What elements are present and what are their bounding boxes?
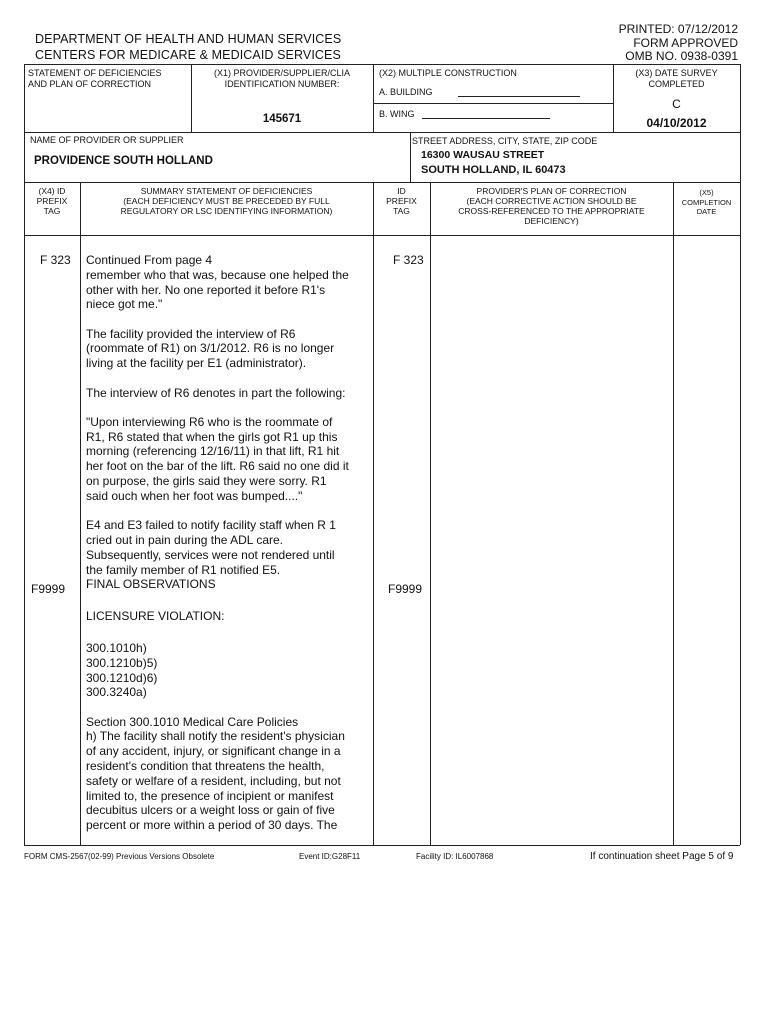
provider-name: PROVIDENCE SOUTH HOLLAND [34, 155, 213, 167]
summary-header: SUMMARY STATEMENT OF DEFICIENCIES (EACH DEFICIENCY MUST BE PRECEDED BY FULL REGULATORY OR LSC IDENTIFYING INFORMATION) [120, 186, 333, 216]
tag-f9999-right: F9999 [388, 582, 423, 596]
wing-label: B. WING [379, 109, 415, 119]
event-id: Event ID:G28F11 [299, 852, 361, 861]
wing-fill-line [422, 110, 550, 119]
facility-id: Facility ID: IL6007868 [416, 852, 494, 861]
building-fill-line [458, 88, 580, 97]
survey-code: C [672, 97, 681, 111]
box-divider [373, 64, 374, 132]
omb-number: OMB NO. 0938-0391 [625, 49, 738, 63]
section-heading: LICENSURE VIOLATION: [86, 609, 225, 624]
form-bottom-border [24, 845, 740, 846]
tag-f323-right: F 323 [393, 253, 424, 267]
form-number: FORM CMS-2567(02-99) Previous Versions Obsolete [24, 852, 215, 861]
statement-label: STATEMENT OF DEFICIENCIES AND PLAN OF CORRECTION [28, 68, 162, 89]
box-divider [410, 132, 411, 182]
continuation-page: If continuation sheet Page 5 of 9 [590, 851, 734, 862]
building-label: A. BUILDING [379, 87, 433, 97]
completion-date-header: (X5) COMPLETION DATE [681, 188, 732, 216]
paragraph: E4 and E3 failed to notify facility staff when R 1 cried out in pain during the ADL care. Subsequently, services were not rendered until the family member of R1 notified E5. [86, 518, 336, 577]
x4-id-prefix-header: (X4) ID PREFIX TAG [36, 186, 68, 216]
form-row-divider [24, 235, 740, 236]
tag-f323-left: F 323 [40, 253, 71, 267]
multiple-construction-label: (X2) MULTIPLE CONSTRUCTION [379, 68, 517, 78]
deficiency-text [86, 253, 371, 833]
form-approved: FORM APPROVED [633, 36, 738, 50]
provider-name-label: NAME OF PROVIDER OR SUPPLIER [30, 135, 184, 145]
form-left-border [24, 64, 25, 845]
paragraph: Continued From page 4 remember who that was, because one helped the other with her. No one reported it before R1's niece got me." [86, 253, 349, 312]
column-divider [673, 182, 674, 845]
paragraph: Section 300.1010 Medical Care Policies h) The facility shall notify the resident's physician of any accident, injury, or significant change in a resident's condition that threatens the health, safety or welfare of a resident, including, but not limited to, the presence of incipient or manifest decubitus ulcers or a weight loss or gain of five percent or more within a period of 30 days. The [86, 714, 345, 833]
plan-of-correction-header: PROVIDER'S PLAN OF CORRECTION (EACH CORRECTIVE ACTION SHOULD BE CROSS-REFERENCED TO THE APPROPRIATE DEFICIENCY) [458, 186, 645, 226]
agency-title: CENTERS FOR MEDICARE & MEDICAID SERVICES [35, 48, 341, 62]
provider-id-value: 145671 [262, 113, 302, 125]
date-survey-label: (X3) DATE SURVEY COMPLETED [635, 68, 718, 89]
id-prefix-header: ID PREFIX TAG [386, 186, 417, 216]
form-row-divider [24, 132, 740, 133]
paragraph: The interview of R6 denotes in part the following: [86, 385, 346, 400]
address-label: STREET ADDRESS, CITY, STATE, ZIP CODE [412, 136, 598, 146]
survey-date: 04/10/2012 [646, 116, 707, 130]
paragraph: "Upon interviewing R6 who is the roommate of R1, R6 stated that when the girls got R1 up this morning (referencing 12/16/11) in that lift, R1 hit her foot on the bar of the lift. R6 said no one did it on purpose, the girls said they were sorry. R1 said ouch when her foot was bumped...." [86, 414, 349, 503]
column-divider [80, 182, 81, 845]
city-state-zip: SOUTH HOLLAND, IL 60473 [421, 164, 566, 176]
provider-id-label: (X1) PROVIDER/SUPPLIER/CLIA IDENTIFICATION NUMBER: [213, 68, 351, 89]
column-divider [430, 182, 431, 845]
column-divider [373, 182, 374, 845]
street-address: 16300 WAUSAU STREET [421, 149, 545, 161]
form-top-border [24, 64, 740, 65]
form-right-border [740, 64, 741, 845]
building-wing-divider [373, 103, 613, 104]
regulation-list: 300.1010h) 300.1210b)5) 300.1210d)6) 300.3240a) [86, 640, 158, 700]
printed-date: PRINTED: 07/12/2012 [618, 22, 738, 36]
section-heading: FINAL OBSERVATIONS [86, 577, 216, 592]
department-title: DEPARTMENT OF HEALTH AND HUMAN SERVICES [35, 32, 342, 46]
paragraph: The facility provided the interview of R6 (roommate of R1) on 3/1/2012. R6 is no longer living at the facility per E1 (administrator). [86, 326, 335, 371]
form-row-divider [24, 182, 740, 183]
tag-f9999-left: F9999 [31, 582, 66, 596]
